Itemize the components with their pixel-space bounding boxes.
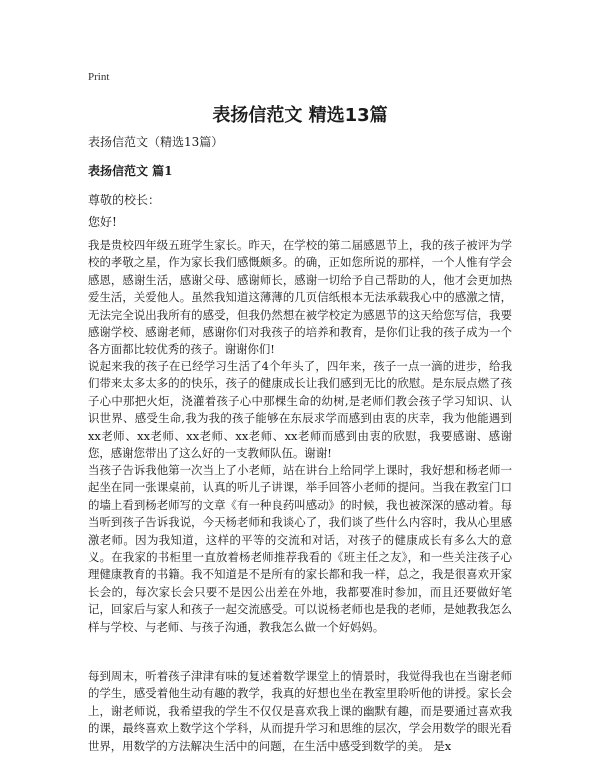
document-title: 表扬信范文 精选13篇 xyxy=(212,105,388,126)
paragraph-1: 我是贵校四年级五班学生家长。昨天，在学校的第二届感恩节上，我的孩子被评为学校的孝敬之星，作为家长我们感慨颇多。的确，正如您所说的那样，一个人惟有学会感恩，感谢生活，感谢父母、感谢师长，感谢一切给予自己帮助的人，他才会更加热爱生活，关爱他人。虽然我知道这薄薄的几页信纸根本无法承载我心中的感激之情，无法完全说出我所有的感受，但我仍然想在被学校定为感恩节的这天给您写信，我要感谢学校、感谢老师，感谢你们对我孩子的培养和教育，是你们让我的孩子成为一个各方面都比较优秀的孩子。谢谢你们! xyxy=(88,238,512,357)
paragraph-4: 每到周末，听着孩子津津有味的复述着数学课堂上的情景时，我觉得我也在当谢老师的学生，感受着他生动有趣的教学，我真的好想也坐在教室里聆听他的讲授。家长会上，谢老师说，我希望我的学生不仅仅是喜欢我上课的幽默有趣，而是要通过喜欢我的课，最终喜欢上数学这个学科，从而提升学习和思维的层次，学会用数学的眼光看世界，用数学的方法解决生活中的问题，在生活中感受到数学的美。 是x xyxy=(88,669,512,753)
paragraph-3: 当孩子告诉我他第一次当上了小老师，站在讲台上给同学上课时，我好想和杨老师一起坐在同一张课桌前，认真的听儿子讲课，举手回答小老师的提问。当我在教室门口的墙上看到杨老师写的文章《有一种良药叫感动》的时候，我也被深深的感动着。每当听到孩子告诉我说，今天杨老师和我谈心了，我们谈了些什么内容时，我从心里感激老师。因为我知道，这样的平等的交流和对话，对孩子的健康成长有多么大的意义。在我家的书柜里一直放着杨老师推荐我看的《班主任之友》，和一些关注孩子心理健康教育的书籍。我不知道是不是所有的家长都和我一样，总之，我是很喜欢开家长会的，每次家长会只要不是因公出差在外地，我都要准时参加，而且还要做好笔记，回家后与家人和孩子一起交流感受。可以说杨老师也是我的老师，是她教我怎么样与学校、与老师、与孩子沟通，教我怎么做一个好妈妈。 xyxy=(88,463,512,634)
greeting: 您好! xyxy=(88,215,117,229)
salutation: 尊敬的校长： xyxy=(88,193,161,207)
print-label: Print xyxy=(88,71,110,83)
document-subtitle: 表扬信范文（精选13篇） xyxy=(88,135,224,149)
section-heading: 表扬信范文 篇1 xyxy=(88,164,173,178)
paragraph-2: 说起来我的孩子在已经学习生活了4个年头了，四年来，孩子一点一滴的进步，给我们带来太多太多的的快乐，孩子的健康成长让我们感到无比的欣慰。是东辰点燃了孩子心中那把火炬，浇灌着孩子心中那棵生命的幼树,是老师们教会孩子学习知识、认识世界、感受生命,我为我的孩子能够在东辰求学而感到由衷的庆幸，我为他能遇到xx老师、xx老师、xx老师、xx老师、xx老师而感到由衷的欣慰，我要感谢、感谢您，感谢您带出了这么好的一支教师队伍。谢谢! xyxy=(88,359,512,461)
